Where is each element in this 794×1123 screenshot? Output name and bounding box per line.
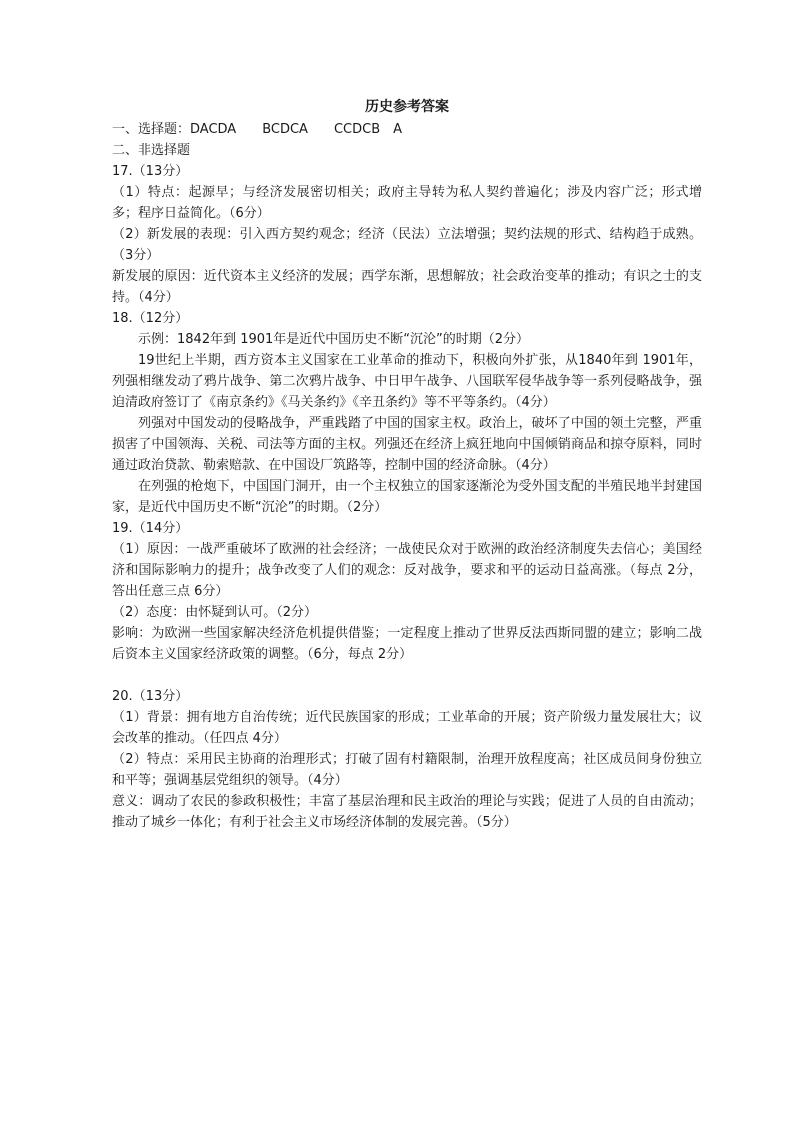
answer-paragraph: 在列强的枪炮下，中国国门洞开，由一个主权独立的国家逐渐沦为受外国支配的半殖民地半封建国家，是近代中国历史不断“沉沦”的时期。（2分）	[112, 479, 702, 515]
answer-paragraph: 意义：调动了农民的参政积极性；丰富了基层治理和民主政治的理论与实践；促进了人员的自由流动；推动了城乡一体化；有利于社会主义市场经济体制的发展完善。（5分）	[112, 794, 702, 830]
answer-paragraph: 19世纪上半期，西方资本主义国家在工业革命的推动下，积极向外扩张，从1840年到 1901年，列强相继发动了鸦片战争、第二次鸦片战争、中日甲午战争、八国联军侵华战争等一系列侵略战争，强迫清政府签订了《南京条约》《马关条约》《辛丑条约》等不平等条约。（4分）	[112, 353, 702, 410]
answer-document	[112, 97, 702, 833]
answer-paragraph: 影响：为欧洲一些国家解决经济危机提供借鉴；一定程度上推动了世界反法西斯同盟的建立；影响二战后资本主义国家经济政策的调整。（6分，每点 2分）	[112, 626, 702, 662]
answer-paragraph: 18.（12分）	[112, 311, 189, 326]
blank-line	[112, 665, 702, 686]
answer-paragraph: （2）新发展的表现：引入西方契约观念；经济（民法）立法增强；契约法规的形式、结构趋于成熟。（3分）	[112, 227, 702, 263]
answer-paragraph: 17.（13分）	[112, 164, 189, 179]
answer-paragraph: 示例：1842年到 1901年是近代中国历史不断“沉沦”的时期（2分）	[138, 332, 530, 347]
answer-paragraph: （1）特点：起源早；与经济发展密切相关；政府主导转为私人契约普遍化；涉及内容广泛；形式增多；程序日益简化。（6分）	[112, 185, 702, 221]
answer-paragraph: （2）特点：采用民主协商的治理形式；打破了固有村籍限制，治理开放程度高；社区成员间身份独立和平等；强调基层党组织的领导。（4分）	[112, 752, 702, 788]
answer-paragraph: 新发展的原因：近代资本主义经济的发展；西学东渐，思想解放；社会政治变革的推动；有识之士的支持。（4分）	[112, 269, 702, 305]
answer-paragraph: （1）原因：一战严重破坏了欧洲的社会经济；一战使民众对于欧洲的政治经济制度失去信心；美国经济和国际影响力的提升；战争改变了人们的观念：反对战争，要求和平的运动日益高涨。（每点 2分，答出任意三点 6分）	[112, 542, 702, 599]
page-title: 历史参考答案	[365, 99, 449, 115]
answer-paragraph: 列强对中国发动的侵略战争，严重践踏了中国的国家主权。政治上，破坏了中国的领土完整，严重损害了中国领海、关税、司法等方面的主权。列强还在经济上疯狂地向中国倾销商品和掠夺原料，同时通过政治贷款、勒索赔款、在中国设厂筑路等，控制中国的经济命脉。（4分）	[112, 416, 702, 473]
answer-paragraph: 20.（13分）	[112, 689, 189, 704]
answer-paragraph: 19.（14分）	[112, 521, 189, 536]
answer-paragraph: 一、选择题：DACDA BCDCA CCDCB A	[112, 122, 402, 137]
answer-paragraph: （2）态度：由怀疑到认可。（2分）	[112, 605, 318, 620]
answer-paragraph: 二、非选择题	[112, 143, 191, 158]
answer-paragraph: （1）背景：拥有地方自治传统；近代民族国家的形成；工业革命的开展；资产阶级力量发展壮大；议会改革的推动。（任四点 4分）	[112, 710, 702, 746]
answer-body	[112, 119, 702, 833]
